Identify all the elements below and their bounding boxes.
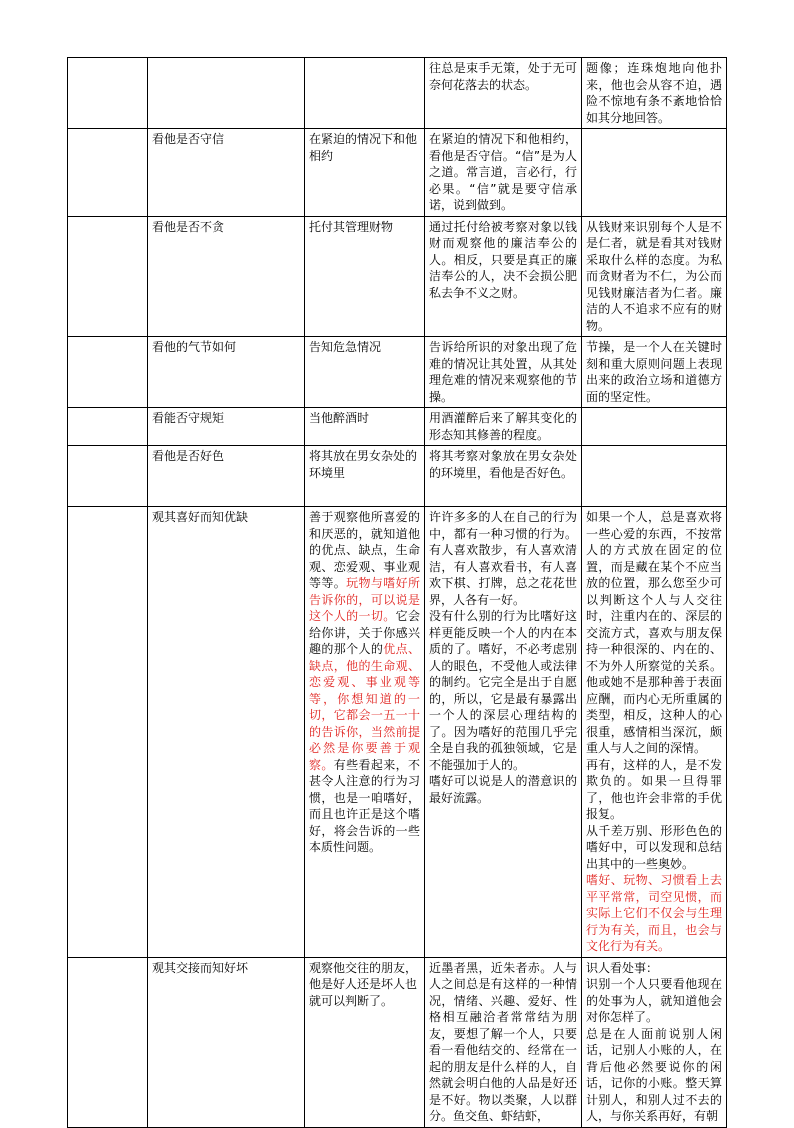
table-cell (68, 129, 148, 217)
paragraph: 识人看处事： (586, 960, 659, 975)
highlighted-text: 玩物与嗜好所告诉你的，可以说是这个人的一切。 (309, 576, 420, 623)
table-cell: 告知危急情况 (305, 337, 425, 408)
table-cell: 从钱财来识别每个人是不是仁者，就是看其对钱财采取什么样的态度。为私而贪财者为不仁，为公而见钱财廉洁者为仁者。廉洁的人不追求不应有的财物。 (582, 216, 727, 337)
table-row (68, 58, 727, 129)
paragraph: 嗜好可以说是人的潜意识的最好流露。 (429, 774, 577, 805)
paragraph: 识别一个人只要看他现在的处事为人，就知道他会对你怎样了。 (586, 977, 722, 1024)
table-cell (582, 957, 727, 1127)
paragraph: 许许多多的人在自己的行为中，都有一种习惯的行为。有人喜欢散步，有人喜欢清洁，有人喜欢看书，有人喜欢下棋、打牌，总之花花世界，人各有一好。 (429, 510, 577, 607)
table-cell (68, 216, 148, 337)
table-row (68, 507, 727, 958)
highlighted-text: 嗜好、玩物、习惯看上去平平常常，司空见惯，而实际上它们不仅会与生理行为有关，而且，也会与文化行为有关。 (586, 873, 722, 953)
table-row (68, 957, 727, 1127)
table-row (68, 337, 727, 408)
table-cell: 看他是否好色 (148, 446, 305, 507)
table-cell (68, 58, 148, 129)
table-cell (305, 507, 425, 958)
table-cell: 观察他交往的朋友，他是好人还是坏人也就可以判断了。 (305, 957, 425, 1127)
table-row (68, 408, 727, 446)
table-cell (305, 58, 425, 129)
table-cell (68, 507, 148, 958)
table-cell: 看他的气节如何 (148, 337, 305, 408)
paragraph: 再有，这样的人，是不发欺负的。如果一旦得罪了，他也许会非常的手优报复。 (586, 757, 722, 821)
table-cell: 在紧迫的情况下和他相约 (305, 129, 425, 217)
paragraph: 没有什么别的行为比嗜好这样更能反映一个人的内在本质的了。嗜好，不必考虑别人的眼色，不受他人或法律的制约。它完全是出于自愿的，所以，它是最有暴露出一个人的深层心理结构的了。因为嗜好的范围几乎完全是自我的孤独领域，它是不能强加于人的。 (429, 609, 577, 772)
data-table (67, 57, 727, 1128)
table-cell: 在紧迫的情况下和他相约，看他是否守信。“信”是为人之道。常言道，言必行，行必果。“信”就是要守信承诺，说到做到。 (425, 129, 582, 217)
table-row (68, 129, 727, 217)
table-cell (425, 507, 582, 958)
table-cell: 往总是束手无策，处于无可奈何花落去的状态。 (425, 58, 582, 129)
table-cell (582, 446, 727, 507)
paragraph: 如果一个人，总是喜欢将一些心爱的东西，不按常人的方式放在固定的位置，而是藏在某个不应当放的位置，那么您至少可以判断这个人与人交往时，注重内在的、深层的交流方式，喜欢与朋友保持一种很深的、内在的、不为外人所察觉的关系。他或她不是那种善于表面应酬，而内心无所重属的类型，相反，这种人的心很重，感情相当深沉，颇重人与人之间的深情。 (586, 510, 722, 755)
cell-text: 有些看起来，不甚令人注意的行为习惯，也是一咱嗜好，而且也许正是这个嗜好，将会告诉的一些本质性问题。 (309, 757, 420, 854)
table-cell (148, 58, 305, 129)
paragraph: 从千差万别、形形色色的嗜好中，可以发现和总结出其中的一些奥妙。 (586, 823, 722, 871)
table-cell: 看他是否不贪 (148, 216, 305, 337)
table-cell: 看他是否守信 (148, 129, 305, 217)
cell-text: 它会给你讲，关于你感兴趣的那个人的 (309, 609, 420, 656)
table-cell (582, 129, 727, 217)
table-cell: 观其喜好而知优缺 (148, 507, 305, 958)
table-cell: 用酒灌醉后来了解其变化的形态知其修善的程度。 (425, 408, 582, 446)
table-cell (582, 408, 727, 446)
table-cell: 托付其管理财物 (305, 216, 425, 337)
table-cell: 通过托付给被考察对象以钱财而观察他的廉洁奉公的人。相反，只要是真正的廉洁奉公的人，决不会损公肥私去争不义之财。 (425, 216, 582, 337)
table-cell (582, 507, 727, 958)
table-cell (68, 408, 148, 446)
table-row (68, 216, 727, 337)
paragraph: 总是在人面前说别人闲话，记别人小账的人，在背后他必然要说你的闲话，记你的小账。整天算计别人，和别人过不去的人，与你关系再好，有朝 (586, 1026, 722, 1123)
cell-text: 善于观察他所喜爱的和厌恶的，就知道他的优点、缺点，生命观、恋爱观、事业观等等。 (309, 510, 420, 590)
table-cell: 将其考察对象放在男女杂处的环境里，看他是否好色。 (425, 446, 582, 507)
table-cell: 看能否守规矩 (148, 408, 305, 446)
table-cell: 题像；连珠炮地向他扑来，他也会从容不迫，遇险不惊地有条不紊地恰恰如其分地回答。 (582, 58, 727, 129)
highlighted-text: 优点、缺点，他的生命观、恋爱观、事业观等等，你想知道的一切，它都会一五一十的告诉你，当然前提必然是你要善于观察。 (309, 642, 420, 772)
table-cell: 将其放在男女杂处的环境里 (305, 446, 425, 507)
table-cell: 节操，是一个人在关键时刻和重大原则问题上表现出来的政治立场和道德方面的坚定性。 (582, 337, 727, 408)
table-cell: 告诉给所识的对象出现了危难的情况让其处置，从其处理危难的情况来观察他的节操。 (425, 337, 582, 408)
table-cell: 观其交接而知好坏 (148, 957, 305, 1127)
table-cell: 近墨者黑，近朱者赤。人与人之间总是有这样的一种情况，情绪、兴趣、爱好、性格相互融洽者常常结为朋友，要想了解一个人，只要看一看他结交的、经常在一起的朋友是什么样的人，自然就会明白他的人品是好还是不好。物以类聚，人以群分。鱼交鱼、虾结虾， (425, 957, 582, 1127)
table-row (68, 446, 727, 507)
table-cell (68, 337, 148, 408)
table-cell (68, 446, 148, 507)
table-cell: 当他醉酒时 (305, 408, 425, 446)
table-cell (68, 957, 148, 1127)
